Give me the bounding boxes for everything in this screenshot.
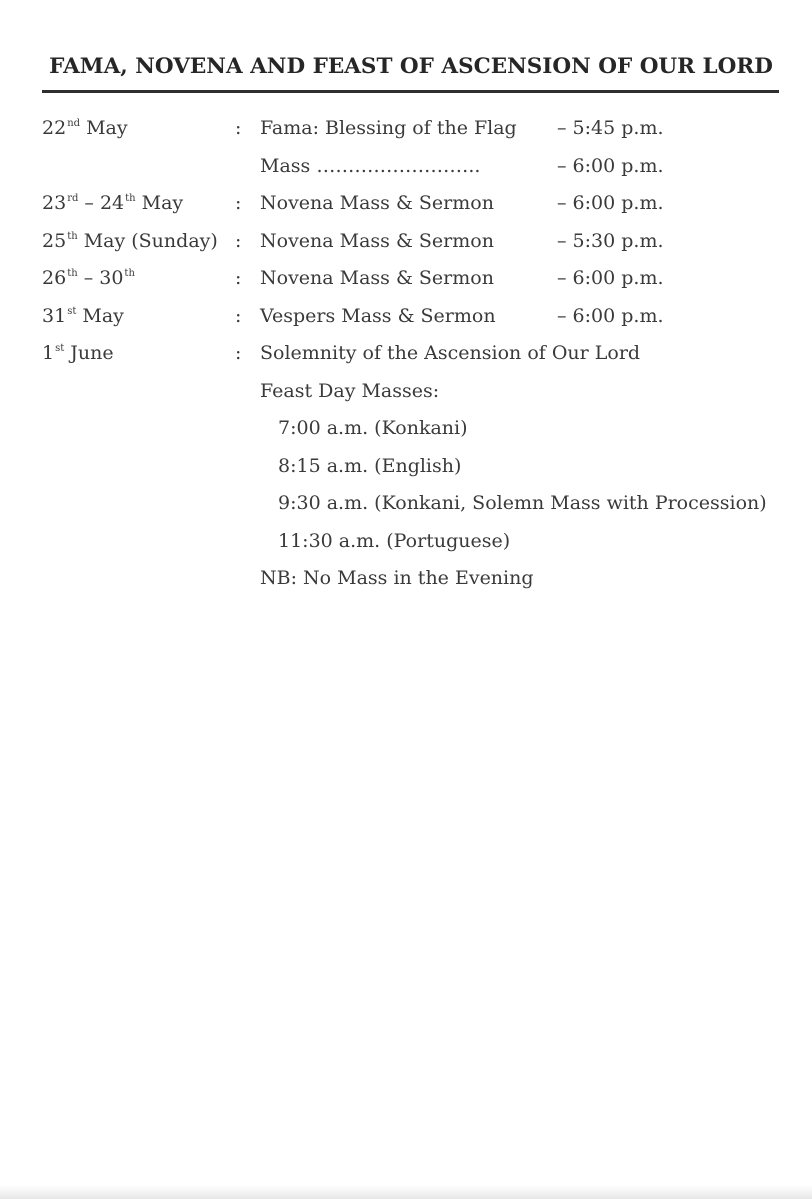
schedule-date: 23rd – 24th May bbox=[42, 192, 184, 214]
schedule-event: Solemnity of the Ascension of Our Lord bbox=[260, 342, 641, 364]
feast-note: NB: No Mass in the Evening bbox=[260, 567, 534, 589]
schedule-date: 31st May bbox=[42, 304, 124, 327]
schedule-row-25-may bbox=[0, 223, 812, 261]
schedule-row-31-may bbox=[0, 298, 812, 336]
schedule-event: Novena Mass & Sermon bbox=[260, 267, 494, 289]
feast-masses-heading: Feast Day Masses: bbox=[260, 379, 440, 402]
separator-colon: : bbox=[235, 304, 242, 327]
schedule-row-1-june bbox=[0, 335, 812, 373]
feast-mass-item bbox=[0, 523, 812, 561]
feast-mass-text: 9:30 a.m. (Konkani, Solemn Mass with Procession) bbox=[278, 492, 767, 514]
page-bottom-edge bbox=[0, 1185, 812, 1199]
schedule-time: – 5:45 p.m. bbox=[557, 117, 664, 139]
feast-mass-item bbox=[0, 448, 812, 486]
feast-mass-item bbox=[0, 485, 812, 523]
schedule-event: Mass …………………….. bbox=[260, 154, 481, 177]
schedule-time: – 6:00 p.m. bbox=[557, 192, 664, 214]
separator-colon: : bbox=[235, 267, 242, 289]
feast-mass-text: 8:15 a.m. (English) bbox=[278, 454, 462, 477]
schedule-list bbox=[0, 110, 812, 598]
separator-colon: : bbox=[235, 229, 242, 252]
separator-colon: : bbox=[235, 342, 242, 364]
schedule-row-mass bbox=[0, 148, 812, 186]
schedule-event: Novena Mass & Sermon bbox=[260, 192, 494, 214]
schedule-time: – 6:00 p.m. bbox=[557, 267, 664, 289]
schedule-date: 1st June bbox=[42, 342, 114, 364]
schedule-event: Vespers Mass & Sermon bbox=[260, 304, 496, 327]
schedule-row-23-24-may bbox=[0, 185, 812, 223]
schedule-event: Fama: Blessing of the Flag bbox=[260, 117, 517, 139]
schedule-row-22-may bbox=[0, 110, 812, 148]
feast-mass-text: 11:30 a.m. (Portuguese) bbox=[278, 529, 511, 552]
separator-colon: : bbox=[235, 117, 242, 139]
schedule-date: 25th May (Sunday) bbox=[42, 229, 218, 252]
feast-mass-text: 7:00 a.m. (Konkani) bbox=[278, 417, 468, 439]
schedule-date: 26th – 30th bbox=[42, 267, 135, 289]
schedule-row-26-30 bbox=[0, 260, 812, 298]
separator-colon: : bbox=[235, 192, 242, 214]
feast-mass-item bbox=[0, 410, 812, 448]
schedule-date: 22nd May bbox=[42, 117, 128, 139]
schedule-event: Novena Mass & Sermon bbox=[260, 229, 494, 252]
page-title: FAMA, NOVENA AND FEAST OF ASCENSION OF OUR LORD bbox=[49, 54, 773, 79]
feast-masses-heading-row bbox=[0, 373, 812, 411]
feast-note-row bbox=[0, 560, 812, 598]
schedule-time: – 6:00 p.m. bbox=[557, 304, 664, 327]
schedule-time: – 6:00 p.m. bbox=[557, 154, 664, 177]
title-divider bbox=[42, 90, 779, 93]
schedule-time: – 5:30 p.m. bbox=[557, 229, 664, 252]
